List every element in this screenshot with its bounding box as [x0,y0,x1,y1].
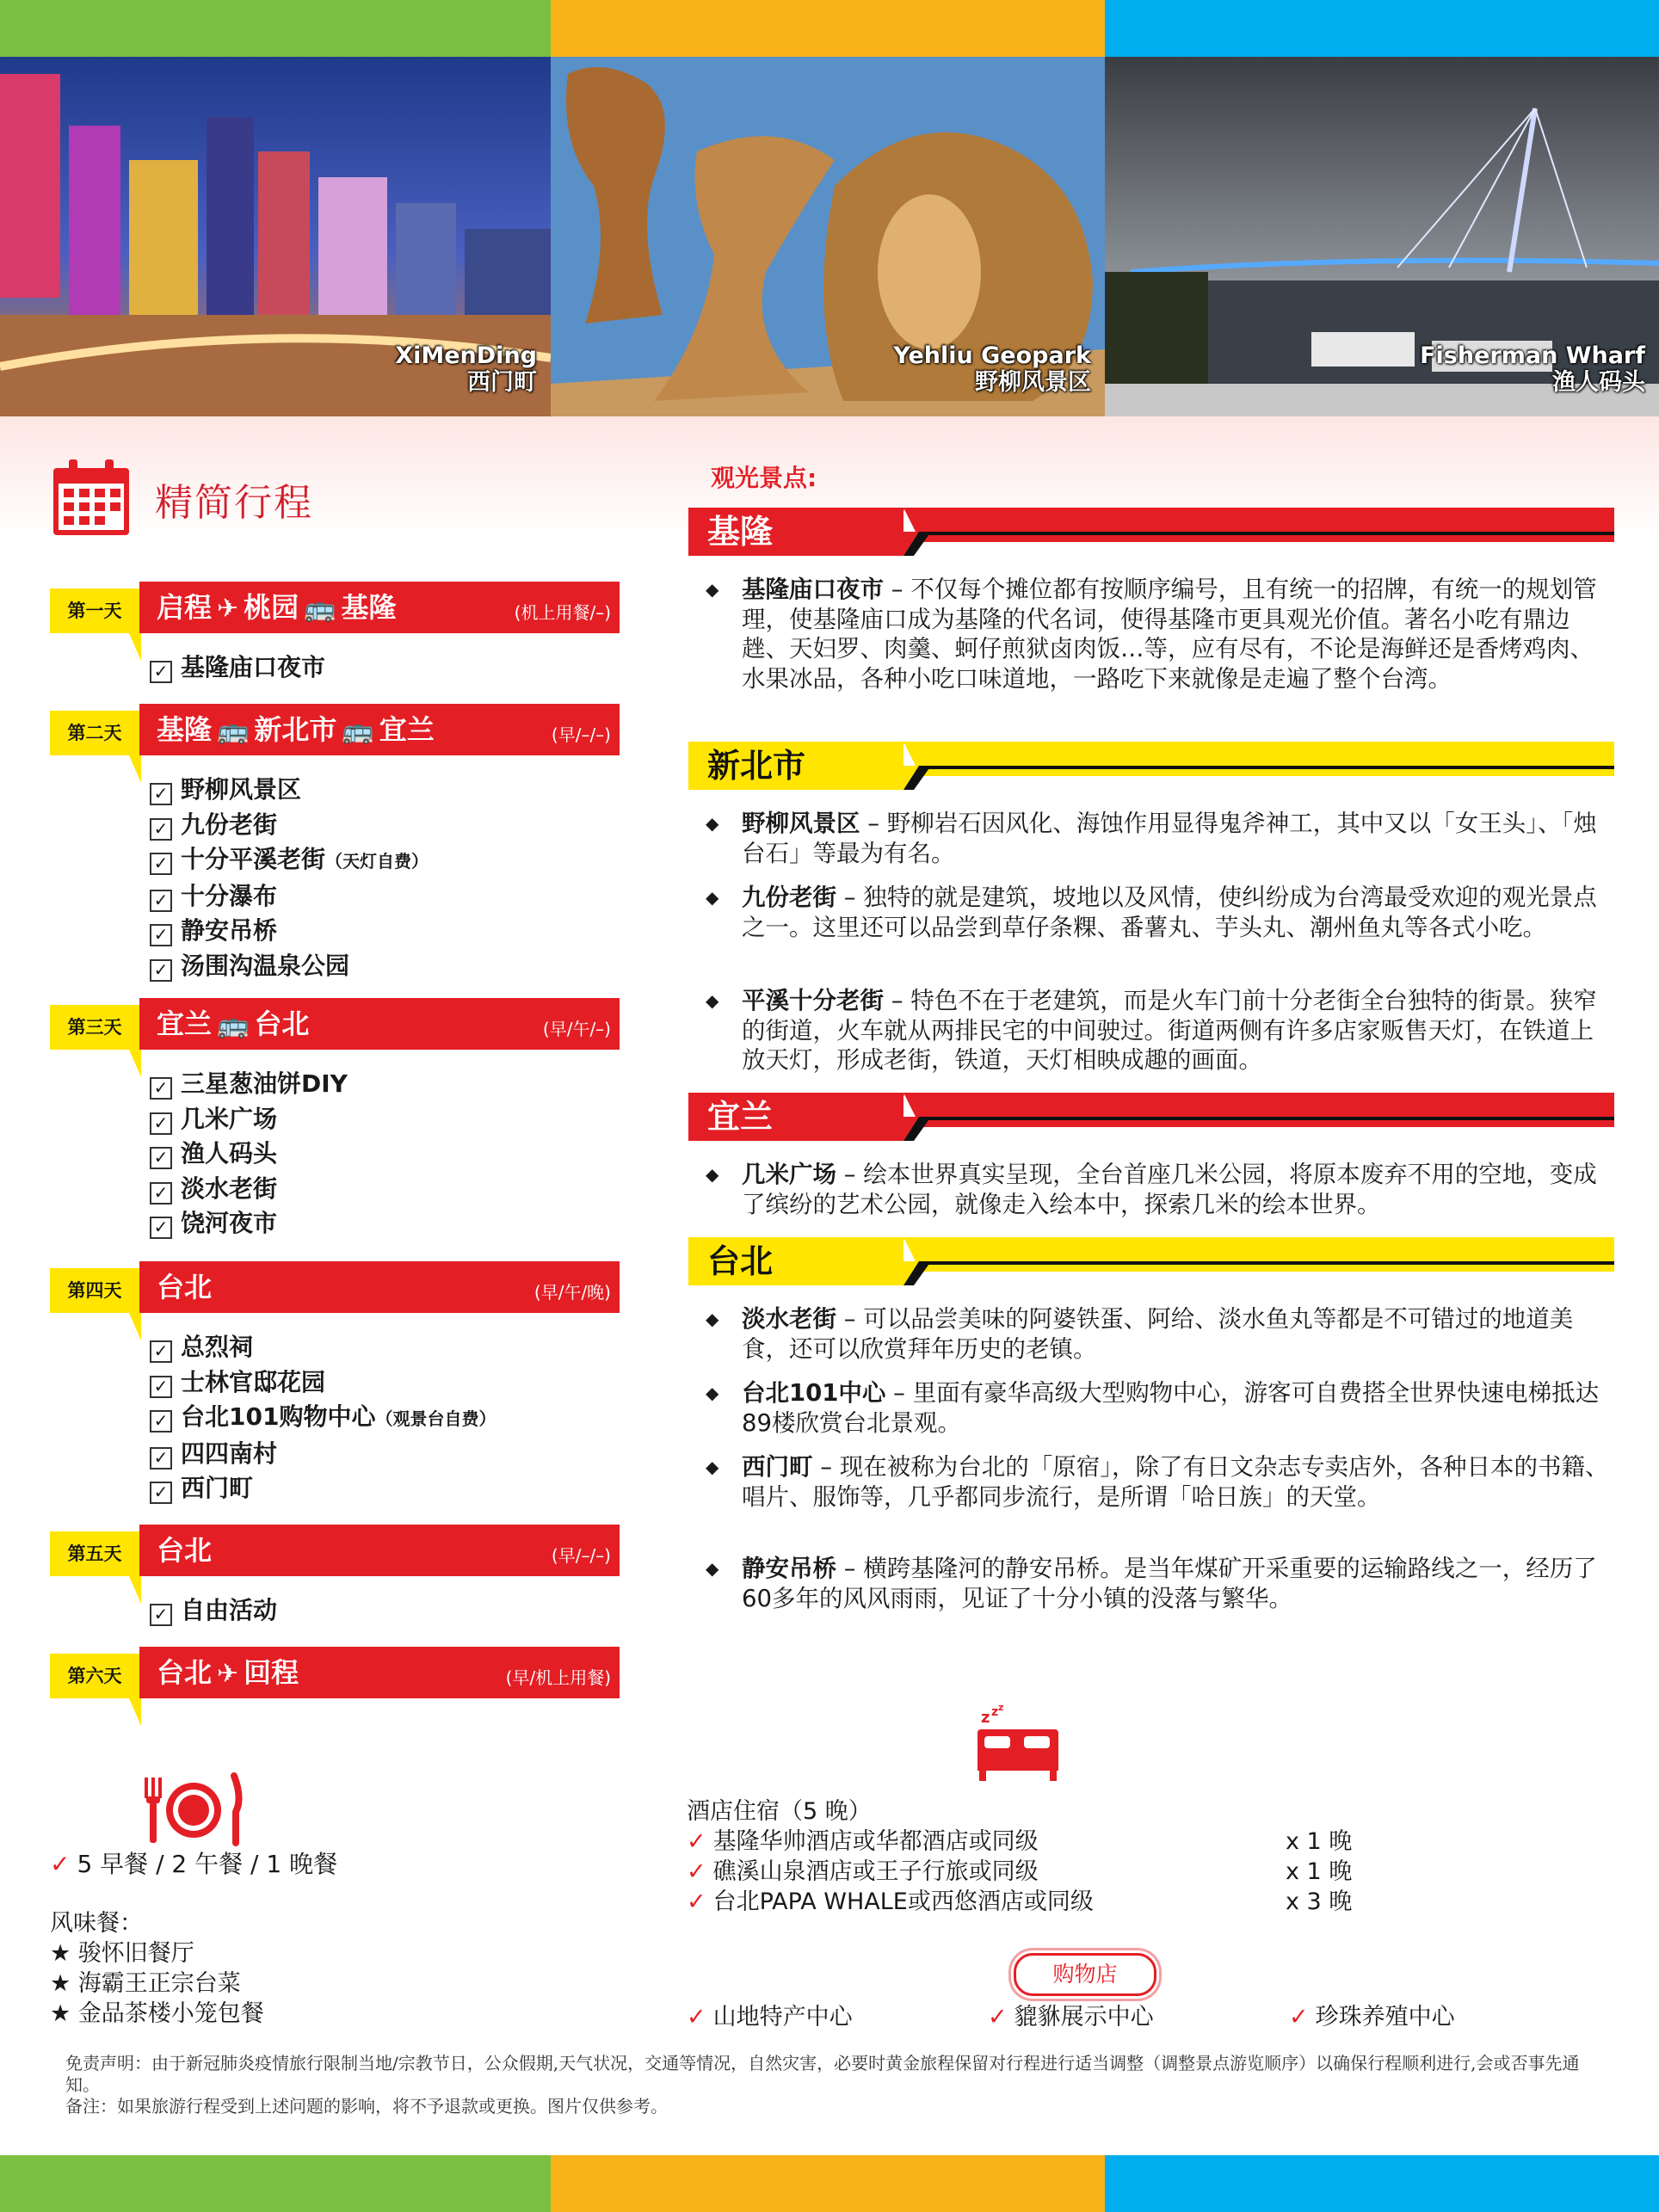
section-banner [688,501,1614,558]
itinerary-item-label: 几米广场 [181,1104,278,1133]
attraction-name: 静安吊桥 [742,1555,836,1582]
day-header-6 [50,1647,620,1705]
checkbox-icon: ✓ [150,783,172,805]
shop-name: 山地特产中心 [712,2004,853,2030]
meals-text: 5 早餐 / 2 午餐 / 1 晚餐 [77,1850,338,1878]
itinerary-item [150,879,429,915]
photo-yehliu [551,57,1105,416]
disclaimer-line-1: 免责声明：由于新冠肺炎疫情旅行限制当地/宗教节日，公众假期,天气状况，交通等情况，自然灾害，必要时黄金旅程保留对行程进行适当调整（调整景点游览顺序）以确保行程顺利进行,会或否事先通知。 [65,2053,1580,2095]
photo-fisherman-wharf [1105,57,1659,416]
attraction-text [742,575,1614,693]
day-tag: 第一天 [50,588,139,633]
day-title [157,1003,309,1046]
attraction-text [742,1160,1614,1219]
day-title [157,709,435,752]
day-tag: 第六天 [50,1654,139,1698]
attraction-text [742,1554,1614,1613]
flavor-item-label: 骏怀旧餐厅 [71,1940,194,1967]
shop-item [687,1998,853,2031]
calendar-icon [52,459,131,537]
photo-ximending [0,57,551,416]
attraction-entry [706,1304,1614,1364]
day-title-segment: 基隆 [341,591,397,624]
attraction-entry [706,809,1614,868]
day-items-3 [150,1067,348,1242]
day-header-4 [50,1261,620,1320]
attractions-title: 观光景点: [711,464,817,492]
shopping-badge: 购物店 [1014,1953,1156,1996]
day-tag: 第四天 [50,1268,139,1313]
disclaimer-line-2: 备注：如果旅游行程受到上述问题的影响，将不予退款或更换。图片仅供参考。 [65,2096,668,2116]
day-tab-wedge [129,1050,141,1077]
itinerary-item [150,1330,496,1365]
attraction-name: 基隆庙口夜市 [742,576,884,603]
itinerary-item-label: 四四南村 [181,1439,278,1468]
shop-name: 貔貅展示中心 [1014,2004,1154,2030]
section-name: 新北市 [707,747,806,785]
checkbox-icon: ✓ [150,1482,172,1504]
check-icon: ✓ [687,1828,706,1855]
day-meal: (早/午/–) [542,1019,611,1039]
section-header-3 [688,1086,1614,1143]
day-title-segment: 台北 [157,1271,213,1303]
checkbox-icon: ✓ [150,1217,172,1239]
section-header-2 [688,735,1614,792]
flavor-item [50,1938,264,1969]
day-header-5 [50,1525,620,1583]
day-items-4 [150,1330,496,1507]
day-tag: 第三天 [50,1005,139,1050]
day-title-segment: 新北市 [254,713,337,746]
itinerary-item [150,808,429,843]
checkbox-icon: ✓ [150,1077,172,1100]
attraction-entry [706,1452,1614,1512]
star-icon: ★ [50,1970,71,1997]
attraction-text [742,1378,1614,1438]
itinerary-item-label: 西门町 [181,1474,254,1502]
day-tab-wedge [129,755,141,783]
checkbox-icon: ✓ [150,959,172,982]
itinerary-item-note: （天灯自费） [325,851,429,872]
itinerary-item-label: 自由活动 [181,1596,278,1624]
attraction-name: 淡水老街 [742,1305,836,1333]
itinerary-item [150,1206,348,1242]
checkbox-icon: ✓ [150,1447,172,1470]
attraction-text [742,809,1614,868]
attraction-entry [706,883,1614,942]
bed-icon [972,1704,1064,1786]
shop-item [1289,1998,1455,2031]
attraction-desc: – 不仅每个摊位都有按顺序编号，且有统一的招牌，有统一的规划管理，使基隆庙口成为基隆的代名词，使得基隆市更具观光价值。著名小吃有鼎边趖、天妇罗、肉羹、蚵仔煎狱卤肉饭…等，应有尽有，不论是海鲜还是香烤鸡肉、水果冰品，各种小吃口味道地，一路吃下来就像是走遍了整个台湾。 [742,576,1597,693]
check-icon: ✓ [687,1858,706,1885]
itinerary-item-label: 士林官邸花园 [181,1367,326,1396]
check-icon: ✓ [988,2004,1008,2030]
hotel-title: 酒店住宿（5 晚） [687,1798,872,1825]
hotel-name: 基隆华帅酒店或华都酒店或同级 [712,1828,1039,1855]
itinerary-item [150,773,429,808]
day-title-segment: 回程 [244,1656,299,1689]
attraction-text [742,986,1614,1075]
day-title-segment: 基隆 [157,713,213,746]
itinerary-item [150,1137,348,1172]
star-icon: ★ [50,1940,71,1967]
itinerary-item [150,1437,496,1472]
diamond-bullet-icon: ◆ [706,1383,719,1403]
checkbox-icon: ✓ [150,1112,172,1135]
day-tag: 第二天 [50,711,139,755]
photo-caption-en: Fisherman Wharf [1420,342,1645,369]
section-name: 基隆 [707,513,774,551]
checkbox-icon: ✓ [150,661,172,683]
day-title-segment: 桃园 [244,591,299,624]
diamond-bullet-icon: ◆ [706,1309,719,1329]
photo-caption-en: Yehliu Geopark [893,342,1091,369]
attraction-entry [706,1554,1614,1613]
diamond-bullet-icon: ◆ [706,990,719,1011]
itinerary-item [150,1471,496,1507]
attraction-desc: – 现在被称为台北的「原宿」，除了有日文杂志专卖店外，各种日本的书籍、唱片、服饰等，几乎都同步流行，是所谓「哈日族」的天堂。 [742,1453,1609,1511]
attraction-desc: – 可以品尝美味的阿婆铁蛋、阿给、淡水鱼丸等都是不可错过的地道美食，还可以欣赏拜年历史的老镇。 [742,1305,1574,1363]
section-header-4 [688,1230,1614,1287]
day-meal: (早/午/晚) [533,1282,611,1303]
checkbox-icon: ✓ [150,1340,172,1363]
attraction-entry [706,575,1614,693]
plane-icon: ✈ [217,1659,239,1689]
day-title-segment: 宜兰 [157,1007,213,1040]
itinerary-item [150,650,325,686]
itinerary-item-label: 十分平溪老街 [181,845,326,873]
day-title-segment: 启程 [157,591,213,624]
day-title-segment: 台北 [157,1656,213,1689]
flavor-meals [50,1908,264,2029]
bus-icon: 🚌 [217,716,250,746]
checkbox-icon: ✓ [150,1182,172,1205]
day-title [157,1652,299,1695]
section-banner [688,1086,1614,1143]
shop-item [988,1998,1154,2031]
itinerary-item [150,1365,496,1401]
itinerary-item-label: 台北101购物中心 [181,1402,376,1431]
day-header-1 [50,582,620,640]
top-bar-orange [551,0,1105,57]
attraction-desc: – 里面有豪华高级大型购物中心，游客可自费搭全世界快速电梯抵达89楼欣赏台北景观。 [742,1379,1600,1437]
flavor-item [50,1969,264,1999]
day-title-segment: 宜兰 [379,713,435,746]
bottom-bar-green [0,2155,551,2212]
section-banner [688,735,1614,792]
checkbox-icon: ✓ [150,1147,172,1169]
checkbox-icon: ✓ [150,1410,172,1433]
day-meal: (早/–/–) [551,1545,611,1566]
itinerary-item-label: 静安吊桥 [181,916,278,945]
day-tab-wedge [129,1698,141,1726]
diamond-bullet-icon: ◆ [706,1457,719,1477]
meals-summary [50,1848,337,1881]
diamond-bullet-icon: ◆ [706,813,719,834]
attraction-entry [706,1160,1614,1219]
itinerary-item [150,1400,496,1437]
section-name: 台北 [707,1242,774,1280]
checkbox-icon: ✓ [150,1376,172,1398]
attraction-desc: – 独特的就是建筑，坡地以及风情，使纠纷成为台湾最受欢迎的观光景点之一。这里还可以品尝到草仔条粿、番薯丸、芋头丸、潮州鱼丸等各式小吃。 [742,884,1597,941]
photo-caption-cn: 西门町 [467,369,537,396]
day-tab-wedge [129,633,141,661]
itinerary-item-note: （观景台自费） [375,1408,496,1429]
itinerary-item-label: 淡水老街 [181,1174,278,1203]
hotel-nights: x 3 晚 [1286,1889,1353,1915]
day-title-segment: 台北 [157,1534,213,1567]
diamond-bullet-icon: ◆ [706,579,719,600]
attraction-name: 几米广场 [742,1161,836,1188]
photo-caption-fisherman-wharf [1420,342,1645,396]
hotel-name: 礁溪山泉酒店或王子行旅或同级 [712,1858,1039,1885]
flavor-item [50,1999,264,2029]
check-icon: ✓ [687,2004,706,2030]
attraction-text [742,1452,1614,1512]
checkbox-icon: ✓ [150,1604,172,1626]
day-tab-wedge [129,1576,141,1604]
plane-icon: ✈ [217,594,239,624]
checkbox-icon: ✓ [150,890,172,912]
day-title [157,1266,212,1308]
day-header-3 [50,998,620,1057]
photo-caption-ximending [395,342,537,396]
bottom-bar-blue [1105,2155,1659,2212]
checkbox-icon: ✓ [150,853,172,875]
day-meal: (早/机上用餐) [505,1667,611,1688]
attraction-text [742,1304,1614,1364]
attraction-name: 平溪十分老街 [742,987,884,1014]
day-items-5 [150,1593,277,1629]
shop-name: 珍珠养殖中心 [1315,2004,1455,2030]
diamond-bullet-icon: ◆ [706,1164,719,1185]
hotel-item [687,1857,1353,1887]
itinerary-item-label: 基隆庙口夜市 [181,653,326,681]
itinerary-item-label: 渔人码头 [181,1139,278,1168]
attraction-desc: – 绘本世界真实呈现，全台首座几米公园，将原本废弃不用的空地，变成了缤纷的艺术公园，就像走入绘本中，探索几米的绘本世界。 [742,1161,1597,1218]
day-items-1 [150,650,325,686]
itinerary-item [150,1593,277,1629]
hotel-info [687,1796,1353,1917]
flavor-title: 风味餐： [50,1910,143,1937]
itinerary-item-label: 九份老街 [181,810,278,839]
hotel-nights: x 1 晚 [1286,1828,1353,1855]
day-title [157,587,397,630]
photo-caption-yehliu [893,342,1091,396]
checkbox-icon: ✓ [150,818,172,841]
hotel-item [687,1827,1353,1857]
diamond-bullet-icon: ◆ [706,887,719,908]
flavor-item-label: 海霸王正宗台菜 [71,1970,241,1997]
attraction-name: 台北101中心 [742,1379,886,1407]
photo-caption-cn: 渔人码头 [1552,369,1645,396]
attraction-entry [706,1378,1614,1438]
attraction-desc: – 特色不在于老建筑，而是火车门前十分老街全台独特的街景。狭窄的街道，火车就从两排民宅的中间驶过。街道两侧有许多店家贩售天灯，在铁道上放天灯，形成老街，铁道，天灯相映成趣的画面。 [742,987,1597,1074]
itinerary-title: 精简行程 [155,481,313,525]
check-icon: ✓ [1289,2004,1309,2030]
bus-icon: 🚌 [342,716,374,746]
attraction-name: 西门町 [742,1453,813,1481]
photo-caption-cn: 野柳风景区 [975,369,1091,396]
itinerary-item-label: 汤围沟温泉公园 [181,951,350,980]
attraction-text [742,883,1614,942]
section-name: 宜兰 [707,1098,774,1136]
itinerary-item [150,1172,348,1207]
svg-text:z: z [981,1709,990,1727]
day-header-2 [50,704,620,762]
hotel-name: 台北PAPA WHALE或西悠酒店或同级 [712,1889,1094,1915]
top-bar-green [0,0,551,57]
day-items-2 [150,773,429,983]
day-meal: (早/–/–) [551,724,611,745]
photo-caption-en: XiMenDing [395,342,537,369]
itinerary-item [150,914,429,949]
itinerary-item-label: 野柳风景区 [181,775,302,804]
bus-icon: 🚌 [217,1010,250,1040]
attraction-entry [706,986,1614,1075]
attraction-desc: – 横跨基隆河的静安吊桥。是当年煤矿开采重要的运输路线之一，经历了60多年的风风雨雨，见证了十分小镇的没落与繁华。 [742,1555,1597,1612]
section-header-1 [688,501,1614,558]
check-icon: ✓ [687,1889,706,1915]
check-icon: ✓ [50,1850,71,1878]
day-tag: 第五天 [50,1531,139,1576]
section-banner [688,1230,1614,1287]
itinerary-item [150,1102,348,1137]
hotel-item [687,1887,1353,1917]
hotel-nights: x 1 晚 [1286,1858,1353,1885]
attraction-name: 野柳风景区 [742,810,860,837]
dining-icon [138,1772,250,1846]
day-meal: (机上用餐/–) [514,602,611,623]
itinerary-item [150,842,429,879]
diamond-bullet-icon: ◆ [706,1558,719,1579]
itinerary-item-label: 饶河夜市 [181,1209,278,1237]
flavor-item-label: 金品茶楼小笼包餐 [71,2000,264,2027]
day-title [157,1530,212,1571]
attraction-name: 九份老街 [742,884,836,911]
disclaimer [65,2053,1606,2117]
itinerary-item [150,949,429,984]
svg-text:z: z [998,1704,1004,1713]
itinerary-item-label: 三星葱油饼DIY [181,1069,348,1098]
star-icon: ★ [50,2000,71,2027]
bus-icon: 🚌 [304,594,336,624]
checkbox-icon: ✓ [150,924,172,946]
day-title-segment: 台北 [254,1007,310,1040]
itinerary-item [150,1067,348,1102]
svg-text:z: z [991,1705,999,1719]
bottom-bar-orange [551,2155,1105,2212]
day-tab-wedge [129,1313,141,1340]
attraction-desc: – 野柳岩石因风化、海蚀作用显得鬼斧神工，其中又以「女王头」、「烛台石」等最为有名。 [742,810,1597,867]
top-bar-blue [1105,0,1659,57]
itinerary-item-label: 总烈祠 [181,1333,254,1361]
itinerary-item-label: 十分瀑布 [181,881,278,910]
